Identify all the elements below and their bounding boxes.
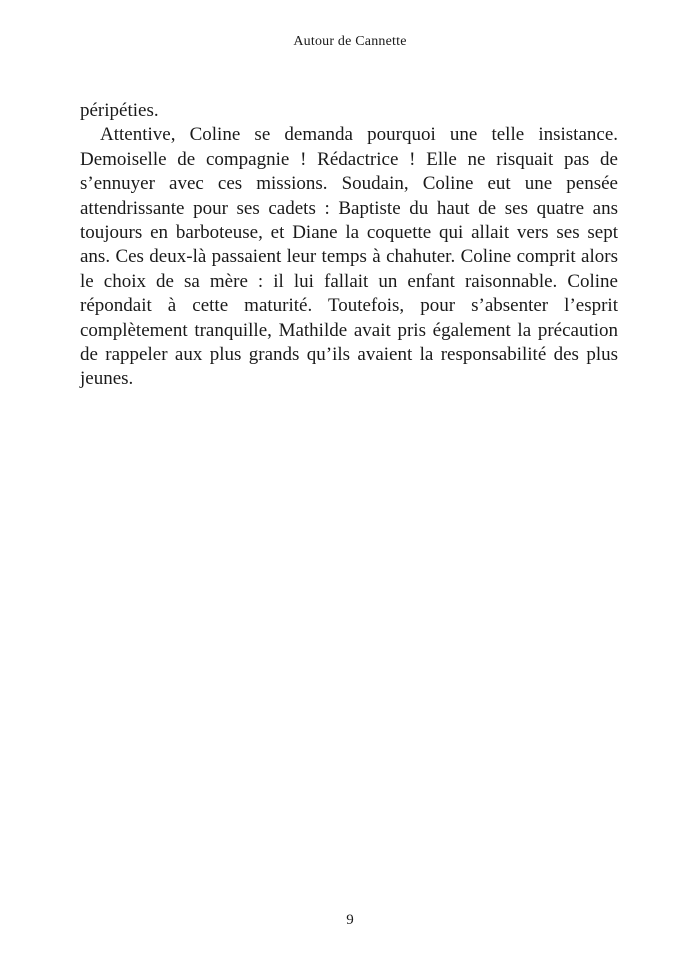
paragraph: Attentive, Coline se demanda pourquoi une telle insistance. Demoiselle de compagnie ! Rédactrice ! Elle ne risquait pas de s’ennuyer avec ces missions. Soudain, Coline eut une pensée attendrissante pour ses cadets : Baptiste du haut de ses quatre ans toujours en barboteuse, et Diane la coquette qui allait vers ses sept ans. Ces deux-là passaient leur temps à chahuter. Coline comprit alors le choix de sa mère : il lui fallait un enfant raisonnable. Coline répondait à cette maturité. Toutefois, pour s’absenter l’esprit complètement tranquille, Mathilde avait pris également la précaution de rappeler aux plus grands qu’ils avaient la responsabilité des plus jeunes. bbox=[80, 124, 618, 390]
running-header: Autour de Cannette bbox=[293, 34, 407, 49]
page-number: 9 bbox=[346, 912, 354, 928]
body-text bbox=[80, 99, 618, 392]
paragraph-continuation: péripéties. bbox=[80, 100, 159, 121]
